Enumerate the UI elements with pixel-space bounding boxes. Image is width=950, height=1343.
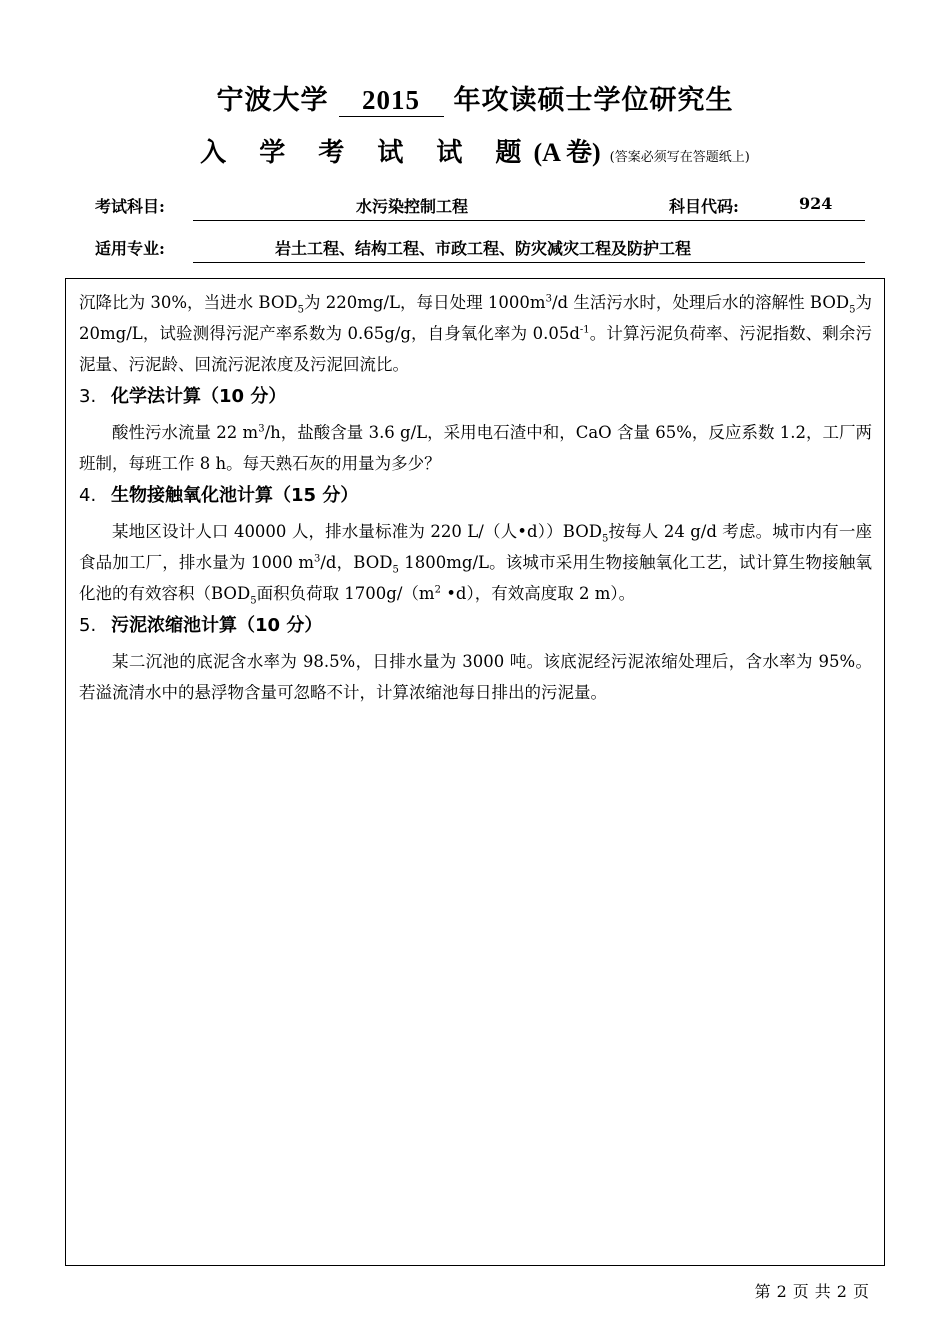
- text-segment: /d，BOD: [320, 553, 393, 572]
- major-row: [95, 232, 865, 262]
- title-suffix: 年攻读硕士学位研究生: [453, 85, 734, 116]
- question-number: 3.: [79, 386, 97, 407]
- superscript: -1: [579, 324, 590, 336]
- exam-year: 2015: [339, 85, 444, 117]
- footer-text: 共: [814, 1282, 831, 1301]
- text-segment: •d），有效高度取 2 m）。: [440, 584, 636, 603]
- text-segment: 酸性污水流量 22 m: [112, 423, 259, 442]
- superscript: 2: [434, 584, 441, 596]
- footer-text: 页: [852, 1282, 869, 1301]
- subscript: 5: [392, 564, 399, 576]
- subscript: 5: [297, 304, 304, 316]
- subscript: 5: [849, 304, 856, 316]
- text-segment: 1800mg/L。该城市采用生物接触氧化工艺，试计算生物接触氧化池的有效容积（BOD: [79, 553, 872, 603]
- question-5-heading: [79, 610, 872, 641]
- text-segment: 按每人 24 g/d 考虑。城市内有一座食品加工厂，排水量为 1000 m: [79, 522, 872, 572]
- exam-title-line1: [0, 78, 950, 117]
- question-number: 4.: [79, 485, 97, 506]
- answer-note: (答案必须写在答题纸上): [609, 150, 750, 165]
- text-segment: 为 20mg/L，试验测得污泥产率系数为 0.65g/g，自身氧化率为 0.05d: [79, 293, 872, 343]
- subject-field: [193, 190, 865, 221]
- continued-paragraph: [79, 287, 872, 380]
- superscript: 3: [313, 553, 321, 565]
- code-value: 924: [799, 194, 833, 213]
- text-segment: 某地区设计人口 40000 人，排水量标准为 220 L/（人•d））BOD: [112, 522, 602, 541]
- text-segment: 。计算污泥负荷率、污泥指数、剩余污泥量、污泥龄、回流污泥浓度及污泥回流比。: [79, 324, 873, 374]
- question-content-box: [65, 278, 885, 1266]
- paper-version: (A 卷): [533, 138, 601, 167]
- question-title: 污泥浓缩池计算（10 分）: [111, 615, 323, 636]
- question-title: 化学法计算（10 分）: [111, 386, 287, 407]
- major-value: 岩土工程、结构工程、市政工程、防灾减灾工程及防护工程: [275, 239, 692, 258]
- text-segment: /d 生活污水时，处理后水的溶解性 BOD: [551, 293, 850, 312]
- subscript: 5: [250, 595, 257, 607]
- text-segment: 为 220mg/L，每日处理 1000m: [303, 293, 546, 312]
- footer-text: 第: [754, 1282, 771, 1301]
- exam-title-line2: [0, 132, 950, 169]
- major-field: [193, 232, 865, 263]
- question-4-heading: [79, 480, 872, 511]
- major-label: 适用专业:: [95, 239, 165, 258]
- total-page-number: 2: [836, 1282, 847, 1301]
- question-4-text: [79, 516, 872, 609]
- page-footer: [752, 1279, 872, 1302]
- question-3-text: [79, 417, 872, 479]
- question-number: 5.: [79, 615, 97, 636]
- superscript: 3: [258, 423, 265, 435]
- exam-title: 入 学 考 试 试 题: [200, 138, 534, 168]
- footer-text: 页: [792, 1282, 809, 1301]
- subscript: 5: [601, 533, 609, 545]
- text-segment: /h，盐酸含量 3.6 g/L，采用电石渣中和，CaO 含量 65%，反应系数 1.2，工厂两班制，每班工作 8 h。每天熟石灰的用量为多少？: [79, 423, 872, 473]
- subject-row: [95, 190, 865, 220]
- text-segment: 面积负荷取 1700g/（m: [256, 584, 435, 603]
- question-5-text: 某二沉池的底泥含水率为 98.5%，日排水量为 3000 吨。该底泥经污泥浓缩处理后，含水率为 95%。若溢流清水中的悬浮物含量可忽略不计，计算浓缩池每日排出的污泥量。: [79, 652, 872, 702]
- question-3-heading: [79, 381, 872, 412]
- question-title: 生物接触氧化池计算（15 分）: [111, 485, 359, 506]
- subject-value: 水污染控制工程: [356, 197, 469, 216]
- university-name: 宁波大学: [216, 85, 329, 116]
- text-segment: 沉降比为 30%，当进水 BOD: [79, 293, 298, 312]
- code-label: 科目代码:: [669, 197, 739, 216]
- current-page-number: 2: [776, 1282, 787, 1301]
- superscript: 3: [545, 293, 552, 305]
- subject-label: 考试科目:: [95, 197, 165, 216]
